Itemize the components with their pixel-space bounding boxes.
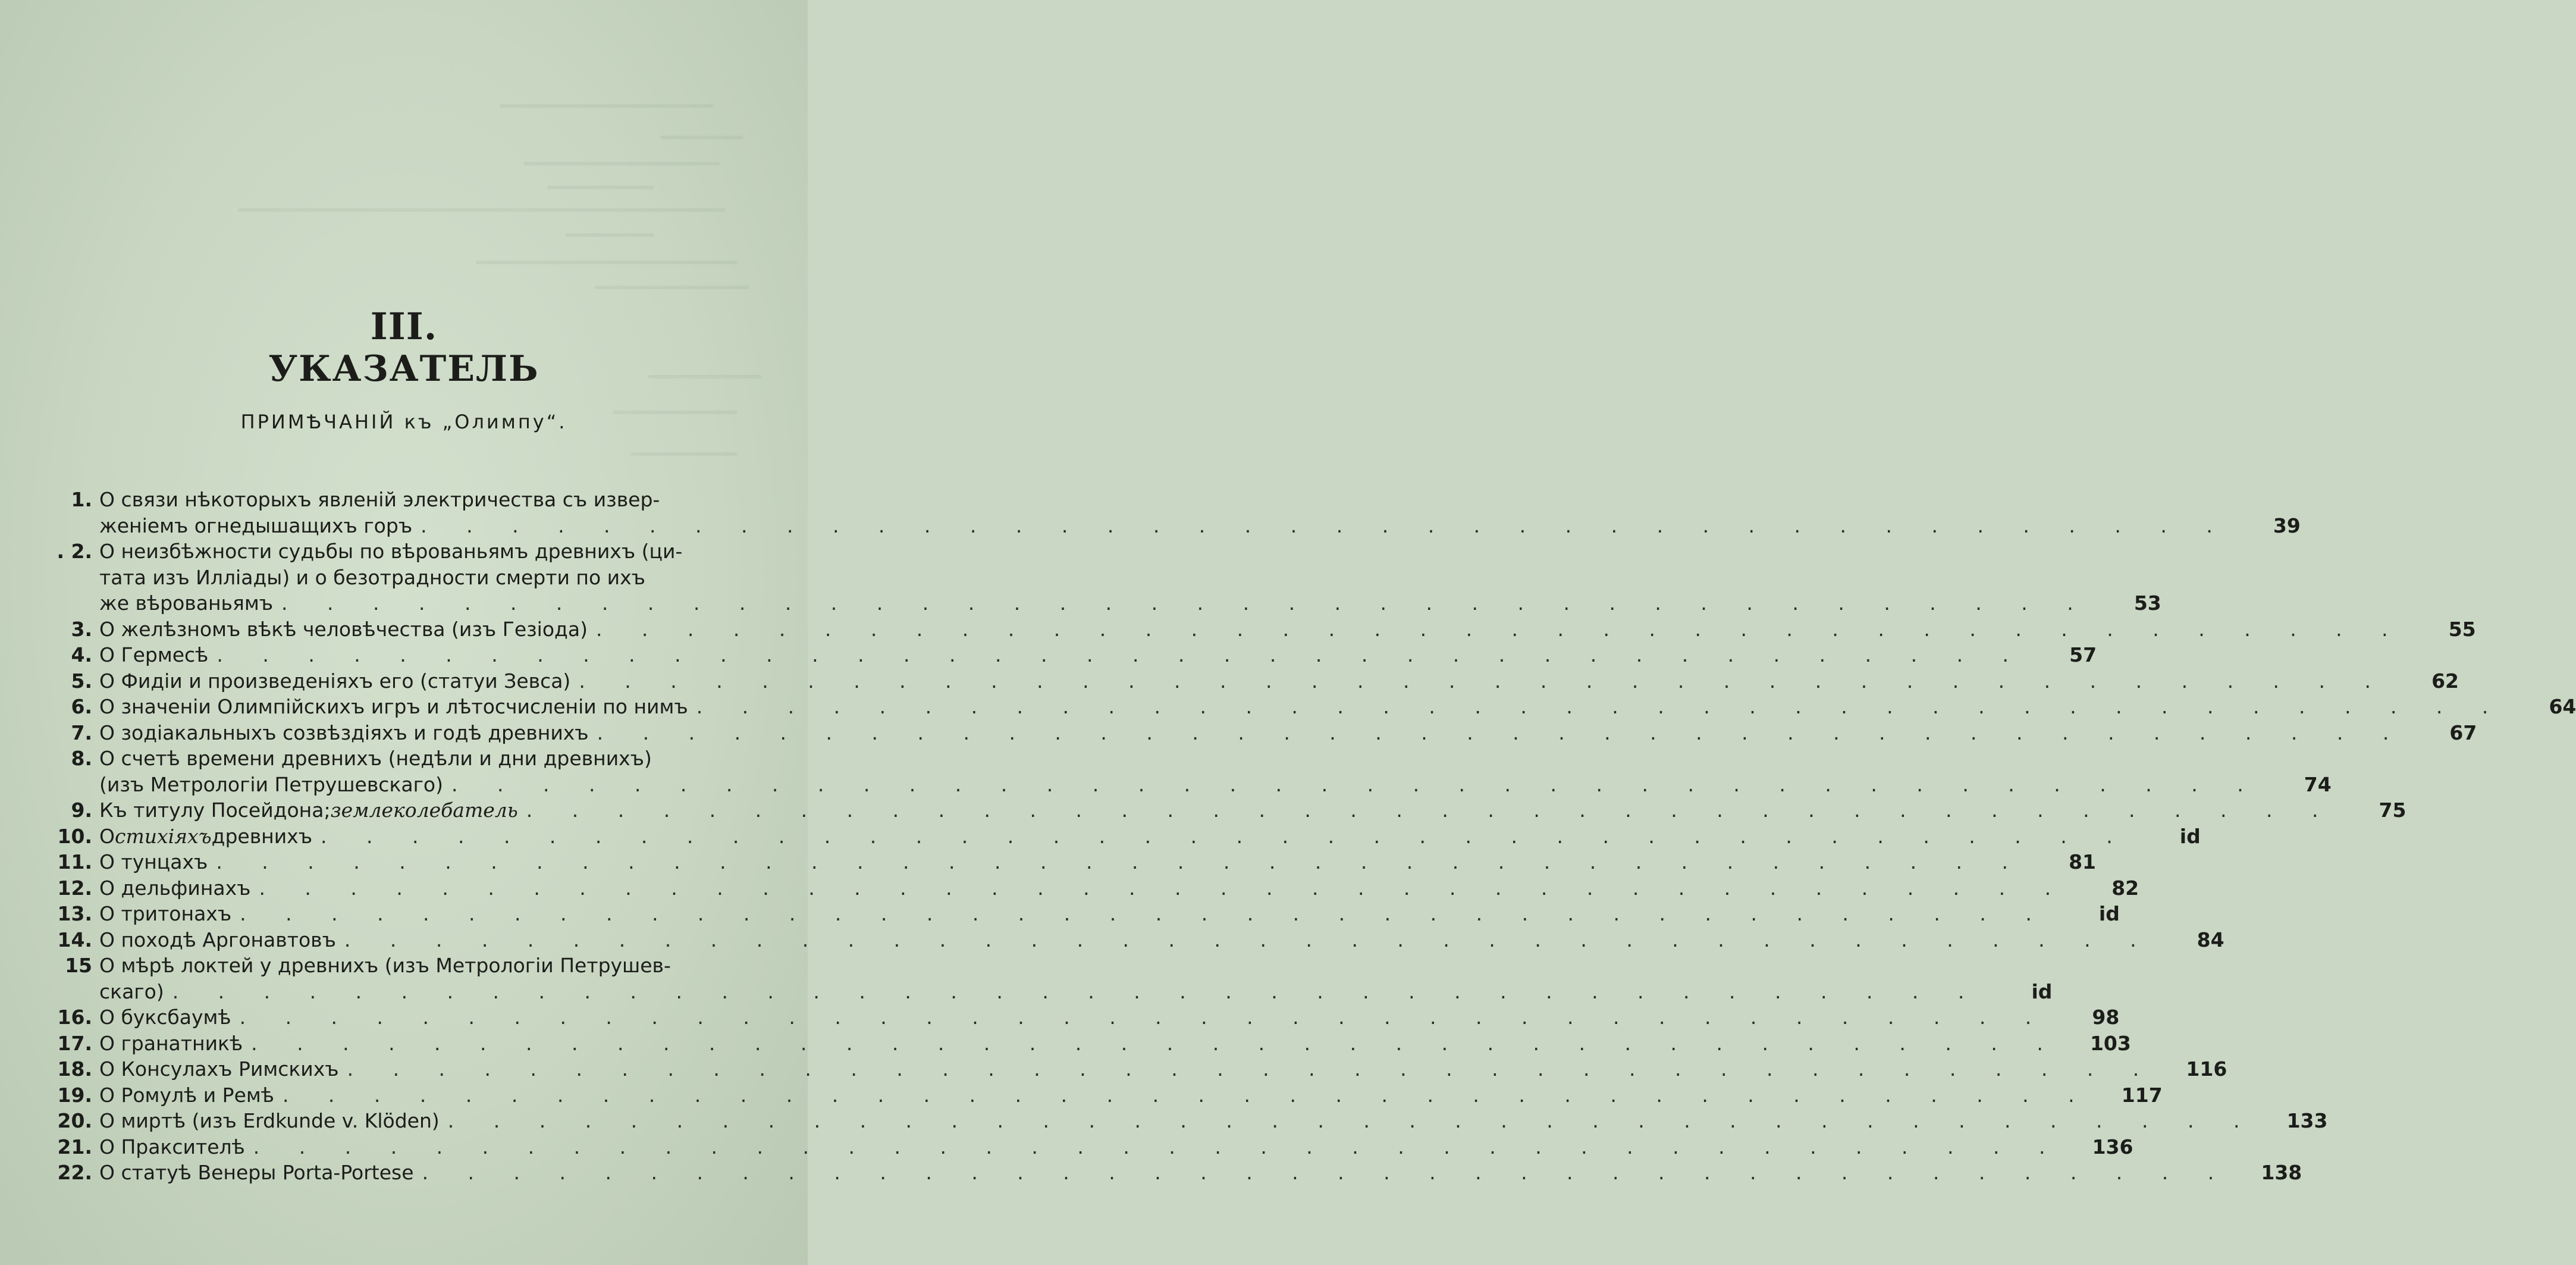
entry-number: 9. bbox=[71, 799, 92, 822]
entry-text bbox=[99, 875, 2139, 901]
entry-page-number: 75 bbox=[2379, 799, 2406, 822]
entry-text bbox=[99, 746, 2332, 797]
index-entry bbox=[57, 668, 2459, 694]
dot-leader: . . . . . . . . . . . . . . . . . . . . . . . . . . . . . . . . . . . . . . . . bbox=[421, 513, 2229, 537]
entry-number: 11. bbox=[57, 850, 92, 873]
entry-line: О Фидіи и произведеніяхъ его (статуи Зевса) . . . . . . . . . . . . . . . . . . . . . . . . . . . . . . . . . . . . . . . . bbox=[99, 668, 2387, 694]
entry-page-number: 138 bbox=[2261, 1161, 2302, 1184]
entry-page-number: id bbox=[2031, 979, 2053, 1003]
entry-page-number: 39 bbox=[2273, 513, 2301, 537]
entry-text bbox=[99, 1134, 2133, 1160]
entry-number: 14. bbox=[57, 928, 92, 951]
index-entry bbox=[57, 927, 2224, 953]
entry-number: 16. bbox=[57, 1006, 92, 1029]
entry-text bbox=[99, 616, 2476, 643]
entry-number: . 2. bbox=[57, 540, 92, 563]
entry-line: О мѣрѣ локтей у древнихъ (изъ Метрологіи Петрушев- bbox=[99, 954, 671, 977]
entry-line: О Консулахъ Римскихъ . . . . . . . . . . . . . . . . . . . . . . . . . . . . . . . . . . . . . . . . bbox=[99, 1056, 2155, 1082]
entry-text bbox=[99, 1031, 2131, 1057]
entry-text bbox=[99, 642, 2097, 668]
entry-number: 6. bbox=[71, 695, 92, 718]
dot-leader: . . . . . . . . . . . . . . . . . . . . . . . . . . . . . . . . . . . . . . . . bbox=[696, 695, 2505, 718]
entry-line: О тритонахъ . . . . . . . . . . . . . . . . . . . . . . . . . . . . . . . . . . . . . . . . bbox=[99, 901, 2048, 927]
entry-text bbox=[99, 1004, 2119, 1031]
entry-page-number: 103 bbox=[2089, 1031, 2131, 1055]
entry-text bbox=[99, 849, 2096, 875]
entry-line: же вѣрованьямъ . . . . . . . . . . . . . . . . . . . . . . . . . . . . . . . . . . . . . . . . bbox=[99, 590, 2090, 616]
entry-page-number: 62 bbox=[2431, 669, 2459, 693]
entry-number: 12. bbox=[57, 876, 92, 900]
entry-line: О буксбаумѣ . . . . . . . . . . . . . . . . . . . . . . . . . . . . . . . . . . . . . . . . bbox=[99, 1004, 2048, 1031]
dot-leader: . . . . . . . . . . . . . . . . . . . . . . . . . . . . . . . . . . . . . . . . bbox=[422, 1161, 2231, 1184]
index-entry bbox=[57, 538, 2161, 616]
dot-leader: . . . . . . . . . . . . . . . . . . . . . . . . . . . . . . . . . . . . . . . . bbox=[451, 772, 2260, 796]
entry-line: О значеніи Олимпійскихъ игръ и лѣтосчисленіи по нимъ . . . . . . . . . . . . . . . . . . . . . . . . . . . . . . . . . . . . . . . . bbox=[99, 694, 2505, 720]
index-entry bbox=[57, 746, 2332, 797]
entry-number: 13. bbox=[57, 902, 92, 925]
entry-number: 1. bbox=[71, 488, 92, 511]
dot-leader: . . . . . . . . . . . . . . . . . . . . . . . . . . . . . . . . . . . . . . . . bbox=[579, 669, 2388, 693]
entry-text bbox=[99, 797, 2406, 823]
entry-line: скаго) . . . . . . . . . . . . . . . . . . . . . . . . . . . . . . . . . . . . . . . . bbox=[99, 979, 1981, 1005]
entry-number: 22. bbox=[57, 1161, 92, 1184]
entry-page-number: id bbox=[2098, 902, 2120, 925]
index-entry bbox=[57, 642, 2097, 668]
index-entry bbox=[57, 1031, 2131, 1057]
entry-number: 3. bbox=[71, 617, 92, 641]
entry-line: О миртѣ (изъ Erdkunde v. Klöden) . . . . . . . . . . . . . . . . . . . . . . . . . . . . . . . . . . . . . . . . bbox=[99, 1108, 2256, 1134]
dot-leader: . . . . . . . . . . . . . . . . . . . . . . . . . . . . . . . . . . . . . . . . bbox=[239, 1006, 2048, 1029]
index-entry bbox=[57, 1134, 2133, 1160]
entry-text bbox=[99, 953, 2052, 1004]
entry-line: О походѣ Аргонавтовъ . . . . . . . . . . . . . . . . . . . . . . . . . . . . . . . . . . . . . . . . bbox=[99, 927, 2153, 953]
dot-leader: . . . . . . . . . . . . . . . . . . . . . . . . . . . . . . . . . . . . . . . . bbox=[526, 799, 2335, 822]
entry-number: 8. bbox=[71, 747, 92, 770]
entry-line: О зодіакальныхъ созвѣздіяхъ и годѣ древнихъ . . . . . . . . . . . . . . . . . . . . . . . . . . . . . . . . . . . . . . . . bbox=[99, 720, 2405, 746]
entry-text bbox=[99, 1082, 2163, 1109]
dot-leader: . . . . . . . . . . . . . . . . . . . . . . . . . . . . . . . . . . . . . . . . bbox=[281, 591, 2090, 615]
dot-leader: . . . . . . . . . . . . . . . . . . . . . . . . . . . . . . . . . . . . . . . . bbox=[282, 1083, 2091, 1107]
entry-page-number: id bbox=[2179, 824, 2201, 848]
entry-line: О счетѣ времени древнихъ (недѣли и дни древнихъ) bbox=[99, 747, 652, 770]
entry-page-number: 67 bbox=[2449, 721, 2477, 744]
entry-text bbox=[99, 927, 2224, 953]
entry-text bbox=[99, 1108, 2327, 1134]
dot-leader: . . . . . . . . . . . . . . . . . . . . . . . . . . . . . . . . . . . . . . . . bbox=[597, 721, 2406, 744]
entry-number: 19. bbox=[57, 1083, 92, 1107]
dot-leader: . . . . . . . . . . . . . . . . . . . . . . . . . . . . . . . . . . . . . . . . bbox=[240, 902, 2048, 925]
entry-number: 15 bbox=[65, 954, 92, 977]
index-entry bbox=[57, 875, 2139, 901]
entry-number: 17. bbox=[57, 1031, 92, 1055]
dot-leader: . . . . . . . . . . . . . . . . . . . . . . . . . . . . . . . . . . . . . . . . bbox=[447, 1109, 2257, 1132]
entry-line: О гранатникѣ . . . . . . . . . . . . . . . . . . . . . . . . . . . . . . . . . . . . . . . . bbox=[99, 1031, 2060, 1057]
entry-page-number: 74 bbox=[2304, 772, 2332, 796]
dot-leader: . . . . . . . . . . . . . . . . . . . . . . . . . . . . . . . . . . . . . . . . bbox=[595, 617, 2405, 641]
index-entry bbox=[57, 823, 2201, 850]
entry-text bbox=[99, 487, 2301, 538]
dot-leader: . . . . . . . . . . . . . . . . . . . . . . . . . . . . . . . . . . . . . . . . bbox=[216, 850, 2025, 873]
entry-text bbox=[99, 668, 2459, 694]
entry-line: О Праксителѣ . . . . . . . . . . . . . . . . . . . . . . . . . . . . . . . . . . . . . . . . bbox=[99, 1134, 2062, 1160]
entry-line: О дельфинахъ . . . . . . . . . . . . . . . . . . . . . . . . . . . . . . . . . . . . . . . . bbox=[99, 875, 2067, 901]
entry-number: 20. bbox=[57, 1109, 92, 1132]
entry-text bbox=[99, 1056, 2227, 1082]
dot-leader: . . . . . . . . . . . . . . . . . . . . . . . . . . . . . . . . . . . . . . . . bbox=[217, 643, 2026, 666]
entry-number: 18. bbox=[57, 1057, 92, 1081]
entry-line: тата изъ Илліады) и о безотрадности смерти по ихъ bbox=[99, 565, 645, 589]
entry-italic-term: стихіяхъ bbox=[114, 824, 212, 848]
entry-page-number: 116 bbox=[2186, 1057, 2227, 1081]
entry-line: О статуѣ Венеры Porta-Portese . . . . . . . . . . . . . . . . . . . . . . . . . . . . . . . . . . . . . . . . bbox=[99, 1160, 2230, 1186]
entry-line: О Гермесѣ . . . . . . . . . . . . . . . . . . . . . . . . . . . . . . . . . . . . . . . . bbox=[99, 642, 2025, 668]
entry-text bbox=[99, 823, 2201, 850]
entry-line: О неизбѣжности судьбы по вѣрованьямъ древнихъ (ци- bbox=[99, 540, 683, 563]
entry-text bbox=[99, 901, 2120, 927]
dot-leader: . . . . . . . . . . . . . . . . . . . . . . . . . . . . . . . . . . . . . . . . bbox=[344, 928, 2153, 951]
entry-number: 10. bbox=[57, 824, 92, 848]
entry-page-number: 133 bbox=[2286, 1109, 2328, 1132]
dot-leader: . . . . . . . . . . . . . . . . . . . . . . . . . . . . . . . . . . . . . . . . bbox=[251, 1031, 2060, 1055]
entry-page-number: 136 bbox=[2092, 1135, 2133, 1158]
index-entry bbox=[57, 616, 2476, 643]
index-list bbox=[57, 487, 2576, 1186]
entry-page-number: 57 bbox=[2069, 643, 2097, 666]
entry-text bbox=[99, 538, 2161, 616]
entry-text bbox=[99, 694, 2576, 720]
index-entry bbox=[57, 1082, 2163, 1109]
section-number: III. bbox=[370, 305, 438, 348]
entry-number: 5. bbox=[71, 669, 92, 693]
index-entry bbox=[57, 1004, 2120, 1031]
entry-line: (изъ Метрологіи Петрушевскаго) . . . . . . . . . . . . . . . . . . . . . . . . . . . . . . . . . . . . . . . . bbox=[99, 772, 2260, 798]
entry-page-number: 64 bbox=[2549, 695, 2576, 718]
index-entry bbox=[57, 1160, 2302, 1186]
index-entry bbox=[57, 694, 2576, 720]
entry-line: Къ титулу Посейдона; землеколебатель . . . . . . . . . . . . . . . . . . . . . . . . . . . . . . . . . . . . . . . . bbox=[99, 797, 2335, 823]
entry-line: женіемъ огнедышащихъ горъ . . . . . . . . . . . . . . . . . . . . . . . . . . . . . . . . . . . . . . . . bbox=[99, 513, 2229, 539]
dot-leader: . . . . . . . . . . . . . . . . . . . . . . . . . . . . . . . . . . . . . . . . bbox=[321, 824, 2129, 848]
entry-text bbox=[99, 1160, 2302, 1186]
index-entry bbox=[57, 1108, 2328, 1134]
entry-number: 7. bbox=[71, 721, 92, 744]
entry-number: 4. bbox=[71, 643, 92, 666]
entry-page-number: 117 bbox=[2121, 1083, 2163, 1107]
dot-leader: . . . . . . . . . . . . . . . . . . . . . . . . . . . . . . . . . . . . . . . . bbox=[172, 979, 1981, 1003]
entry-page-number: 81 bbox=[2069, 850, 2097, 873]
index-entry bbox=[57, 849, 2097, 875]
index-entry bbox=[57, 1056, 2227, 1082]
entry-page-number: 82 bbox=[2111, 876, 2139, 900]
dot-leader: . . . . . . . . . . . . . . . . . . . . . . . . . . . . . . . . . . . . . . . . bbox=[259, 876, 2068, 900]
entry-page-number: 53 bbox=[2133, 591, 2161, 615]
entry-italic-term: землеколебатель bbox=[330, 799, 518, 822]
section-subtitle: ПРИМѢЧАНІЙ къ „Олимпу“. bbox=[240, 411, 567, 433]
entry-page-number: 84 bbox=[2197, 928, 2224, 951]
index-entry bbox=[57, 720, 2477, 746]
entry-line: О стихіяхъ древнихъ . . . . . . . . . . . . . . . . . . . . . . . . . . . . . . . . . . . . . . . . bbox=[99, 823, 2129, 850]
index-entry bbox=[57, 901, 2120, 927]
entry-line: О тунцахъ . . . . . . . . . . . . . . . . . . . . . . . . . . . . . . . . . . . . . . . . bbox=[99, 849, 2025, 875]
dot-leader: . . . . . . . . . . . . . . . . . . . . . . . . . . . . . . . . . . . . . . . . bbox=[253, 1135, 2062, 1158]
entry-text bbox=[99, 720, 2477, 746]
entry-line: О связи нѣкоторыхъ явленій электричества съ извер- bbox=[99, 488, 660, 511]
entry-page-number: 55 bbox=[2448, 617, 2476, 641]
section-title: УКАЗАТЕЛЬ bbox=[268, 348, 539, 390]
index-entry bbox=[57, 953, 2053, 1004]
entry-number: 21. bbox=[57, 1135, 92, 1158]
entry-line: О желѣзномъ вѣкѣ человѣчества (изъ Гезіода) . . . . . . . . . . . . . . . . . . . . . . . . . . . . . . . . . . . . . . . . bbox=[99, 616, 2405, 643]
index-entry bbox=[57, 487, 2301, 538]
entry-page-number: 98 bbox=[2092, 1006, 2120, 1029]
index-entry bbox=[57, 797, 2406, 823]
dot-leader: . . . . . . . . . . . . . . . . . . . . . . . . . . . . . . . . . . . . . . . . bbox=[347, 1057, 2156, 1081]
entry-line: О Ромулѣ и Ремѣ . . . . . . . . . . . . . . . . . . . . . . . . . . . . . . . . . . . . . . . . bbox=[99, 1082, 2091, 1109]
